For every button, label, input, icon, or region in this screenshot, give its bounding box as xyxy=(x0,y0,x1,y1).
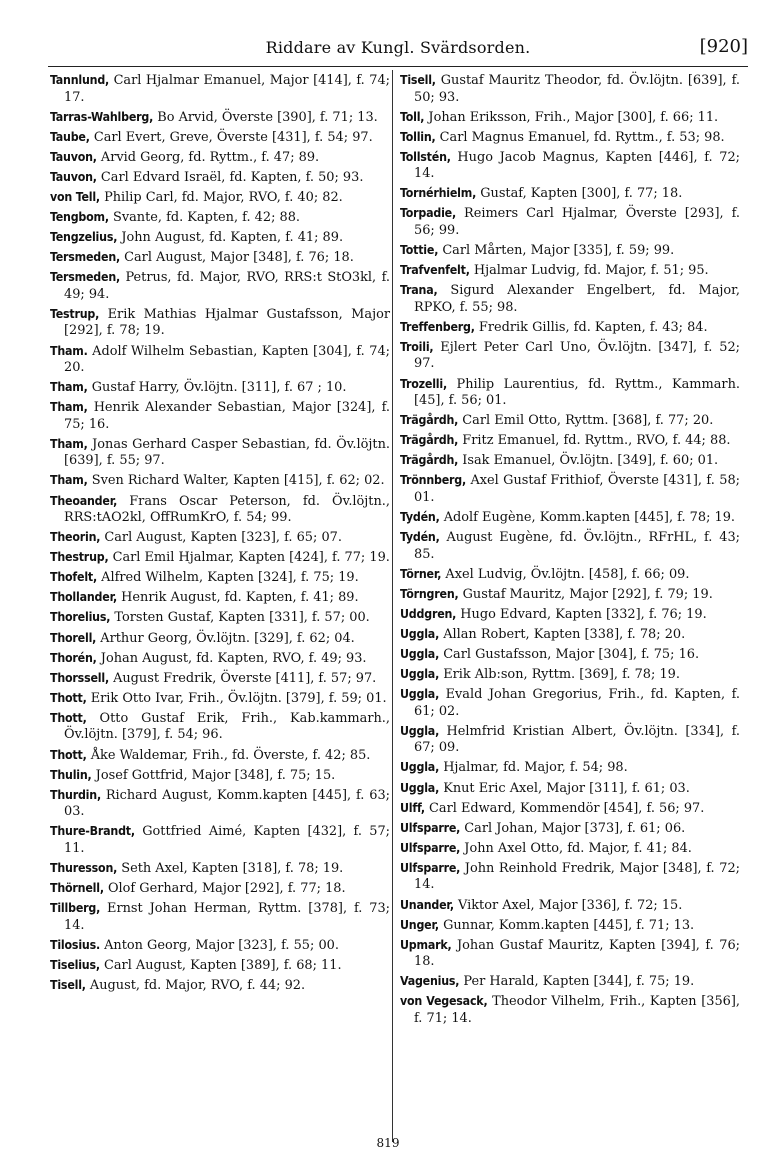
register-entry xyxy=(50,977,390,995)
register-entry xyxy=(400,262,740,280)
register-entry xyxy=(50,109,390,127)
entry-details: Seth Axel, Kapten [318], f. 78; 19. xyxy=(121,860,344,876)
entry-surname: Thofelt, xyxy=(50,570,98,585)
entry-surname: Thorelius, xyxy=(50,610,111,625)
register-entry xyxy=(50,747,390,765)
entry-details: Ernst Johan Herman, Ryttm. [378], f. 73; 14. xyxy=(64,901,390,933)
entry-details: John Reinhold Fredrik, Major [348], f. 72; 14. xyxy=(414,860,740,893)
entry-surname: von Tell, xyxy=(50,189,100,204)
register-entry xyxy=(400,149,740,183)
entry-surname: Thorssell, xyxy=(50,670,109,685)
bracketed-page-number: [920] xyxy=(699,36,748,57)
entry-surname: Tiselius, xyxy=(50,957,100,972)
register-entry xyxy=(400,205,740,239)
entry-surname: Tillberg, xyxy=(50,901,101,916)
entry-surname: Tham. xyxy=(50,343,88,358)
running-title: Riddare av Kungl. Svärdsorden. xyxy=(265,38,531,57)
entry-details: Philip Carl, fd. Major, RVO, f. 40; 82. xyxy=(104,189,343,205)
entry-surname: Tydén, xyxy=(400,530,440,545)
entry-details: Carl Hjalmar Emanuel, Major [414], f. 74; 17. xyxy=(64,73,390,105)
register-entry xyxy=(50,937,390,955)
entry-surname: Thestrup, xyxy=(50,550,109,565)
register-entry xyxy=(50,900,390,934)
header-rule xyxy=(48,66,748,67)
entry-details: Per Harald, Kapten [344], f. 75; 19. xyxy=(463,974,695,990)
entry-details: Richard August, Komm.kapten [445], f. 63; 03. xyxy=(64,787,391,820)
entry-details: Carl Emil Hjalmar, Kapten [424], f. 77; 19. xyxy=(112,550,390,566)
entry-surname: Tydén, xyxy=(400,510,440,524)
left-column xyxy=(50,72,390,997)
entry-details: Arthur Georg, Öv.löjtn. [329], f. 62; 04. xyxy=(100,630,355,646)
register-entry xyxy=(400,666,740,684)
entry-surname: Trönnberg, xyxy=(400,473,467,488)
entry-surname: Thollander, xyxy=(50,590,118,605)
register-entry xyxy=(50,306,390,340)
register-entry xyxy=(400,800,740,818)
entry-details: Jonas Gerhard Casper Sebastian, fd. Öv.löjtn. [639], f. 55; 97. xyxy=(64,436,390,469)
register-entry xyxy=(50,129,390,147)
entry-details: Josef Gottfrid, Major [348], f. 75; 15. xyxy=(95,767,336,783)
entry-details: Carl August, Kapten [323], f. 65; 07. xyxy=(104,530,342,546)
register-entry xyxy=(400,820,740,838)
entry-details: Hugo Jacob Magnus, Kapten [446], f. 72; 14. xyxy=(414,149,740,182)
register-entry xyxy=(400,606,740,624)
entry-details: Olof Gerhard, Major [292], f. 77; 18. xyxy=(107,881,346,896)
entry-surname: Thorén, xyxy=(50,650,97,665)
entry-surname: Toll, xyxy=(400,109,425,124)
register-entry xyxy=(50,379,390,397)
entry-details: Carl Mårten, Major [335], f. 59; 99. xyxy=(442,243,675,259)
entry-surname: Upmark, xyxy=(400,937,452,952)
entry-details: Alfred Wilhelm, Kapten [324], f. 75; 19. xyxy=(101,570,359,586)
register-entry xyxy=(400,973,740,991)
register-entry xyxy=(50,436,390,470)
entry-details: Ejlert Peter Carl Uno, Öv.löjtn. [347], f. 52; 97. xyxy=(414,339,740,372)
register-entry xyxy=(50,823,390,857)
entry-surname: Tham, xyxy=(50,400,88,415)
entry-surname: Tengzelius, xyxy=(50,230,118,245)
register-entry xyxy=(400,242,740,260)
entry-surname: Treffenberg, xyxy=(400,319,475,334)
entry-details: Carl Emil Otto, Ryttm. [368], f. 77; 20. xyxy=(462,413,714,429)
entry-surname: Uggla, xyxy=(400,687,440,702)
entry-surname: Unger, xyxy=(400,917,439,932)
register-entry xyxy=(50,249,390,267)
entry-surname: Thuresson, xyxy=(50,860,118,875)
entry-surname: Törngren, xyxy=(400,586,459,601)
register-entry xyxy=(50,169,390,187)
entry-surname: Ulfsparre, xyxy=(400,840,461,855)
entry-surname: Thure-Brandt, xyxy=(50,824,135,839)
register-entry xyxy=(400,529,740,563)
register-entry xyxy=(50,589,390,607)
register-entry xyxy=(400,452,740,470)
entry-details: Hjalmar, fd. Major, f. 54; 98. xyxy=(443,760,628,776)
entry-details: Sigurd Alexander Engelbert, fd. Major, RPKO, f. 55; 98. xyxy=(414,283,740,315)
register-entry xyxy=(50,72,390,106)
register-entry xyxy=(50,529,390,547)
entry-details: Erik Alb:son, Ryttm. [369], f. 78; 19. xyxy=(443,667,680,683)
register-entry xyxy=(400,840,740,858)
entry-details: Gustaf Mauritz, Major [292], f. 79; 19. xyxy=(462,586,713,602)
register-entry xyxy=(50,880,390,898)
register-entry xyxy=(50,189,390,207)
entry-surname: Trägårdh, xyxy=(400,413,459,428)
entry-details: Johan August, fd. Kapten, RVO, f. 49; 93. xyxy=(100,650,367,666)
entry-details: Theodor Vilhelm, Frih., Kapten [356], f. 71; 14. xyxy=(414,994,740,1026)
entry-surname: von Vegesack, xyxy=(400,994,488,1009)
register-entry xyxy=(50,493,390,527)
entry-surname: Uggla, xyxy=(400,647,440,662)
register-entry xyxy=(400,72,740,106)
entry-surname: Tersmeden, xyxy=(50,250,121,265)
entry-surname: Uggla, xyxy=(400,723,440,738)
entry-details: Isak Emanuel, Öv.löjtn. [349], f. 60; 01. xyxy=(462,453,719,469)
register-entry xyxy=(400,412,740,430)
register-entry xyxy=(50,690,390,708)
entry-details: Sven Richard Walter, Kapten [415], f. 62; 02. xyxy=(91,473,385,489)
register-entry xyxy=(50,209,390,227)
entry-surname: Thurdin, xyxy=(50,787,101,802)
entry-details: Gustaf, Kapten [300], f. 77; 18. xyxy=(480,186,683,202)
entry-surname: Trozelli, xyxy=(400,376,447,391)
register-entry xyxy=(400,917,740,935)
entry-details: Erik Otto Ivar, Frih., Öv.löjtn. [379], f. 59; 01. xyxy=(90,690,387,706)
entry-details: Philip Laurentius, fd. Ryttm., Kammarh. [45], f. 56; 01. xyxy=(414,376,740,409)
entry-surname: Unander, xyxy=(400,897,454,912)
entry-details: Gunnar, Komm.kapten [445], f. 71; 13. xyxy=(443,917,695,933)
entry-details: Otto Gustaf Erik, Frih., Kab.kammarh., Öv.löjtn. [379], f. 54; 96. xyxy=(64,710,390,743)
register-entry xyxy=(400,646,740,664)
entry-surname: Tisell, xyxy=(400,73,436,87)
register-entry xyxy=(50,569,390,587)
entry-details: Carl August, Kapten [389], f. 68; 11. xyxy=(103,957,342,973)
entry-surname: Uggla, xyxy=(400,626,440,641)
entry-surname: Thörnell, xyxy=(50,881,104,895)
register-entry xyxy=(50,767,390,785)
entry-surname: Uggla, xyxy=(400,760,440,775)
entry-surname: Tengbom, xyxy=(50,210,109,225)
entry-surname: Trafvenfelt, xyxy=(400,263,470,278)
entry-surname: Tannlund, xyxy=(50,73,110,87)
entry-details: Svante, fd. Kapten, f. 42; 88. xyxy=(112,210,301,226)
register-entry xyxy=(400,626,740,644)
entry-surname: Tersmeden, xyxy=(50,270,121,285)
register-entry xyxy=(50,149,390,167)
register-entry xyxy=(400,509,740,527)
register-entry xyxy=(50,343,390,377)
entry-details: Gustaf Mauritz Theodor, fd. Öv.löjtn. [639], f. 50; 93. xyxy=(414,73,740,105)
register-entry xyxy=(400,339,740,373)
entry-details: Johan Gustaf Mauritz, Kapten [394], f. 76; 18. xyxy=(414,937,740,970)
register-entry xyxy=(400,780,740,798)
entry-surname: Torpadie, xyxy=(400,206,456,221)
register-entry xyxy=(400,376,740,410)
entry-details: Johan Eriksson, Frih., Major [300], f. 66; 11. xyxy=(428,109,719,125)
entry-surname: Vagenius, xyxy=(400,974,460,989)
entry-surname: Testrup, xyxy=(50,306,100,321)
entry-surname: Trana, xyxy=(400,283,438,298)
register-entry xyxy=(50,860,390,878)
entry-surname: Ulfsparre, xyxy=(400,860,461,875)
register-entry xyxy=(400,472,740,506)
entry-details: Carl Edward, Kommendör [454], f. 56; 97. xyxy=(429,800,705,816)
entry-details: Fritz Emanuel, fd. Ryttm., RVO, f. 44; 88. xyxy=(462,433,731,449)
entry-details: John August, fd. Kapten, f. 41; 89. xyxy=(121,230,344,246)
entry-details: Knut Eric Axel, Major [311], f. 61; 03. xyxy=(443,780,690,796)
entry-surname: Taube, xyxy=(50,129,90,144)
entry-details: Hjalmar Ludvig, fd. Major, f. 51; 95. xyxy=(473,263,709,279)
entry-surname: Tollin, xyxy=(400,129,436,144)
entry-surname: Trägårdh, xyxy=(400,433,459,448)
register-entry xyxy=(50,650,390,668)
entry-details: Carl Johan, Major [373], f. 61; 06. xyxy=(464,820,686,836)
entry-details: Adolf Eugène, Komm.kapten [445], f. 78; 19. xyxy=(443,510,736,525)
entry-surname: Tham, xyxy=(50,473,88,488)
register-entry xyxy=(50,670,390,688)
entry-details: Torsten Gustaf, Kapten [331], f. 57; 00. xyxy=(114,610,370,626)
entry-details: Carl Edvard Israël, fd. Kapten, f. 50; 93. xyxy=(100,169,364,185)
entry-details: Carl August, Major [348], f. 76; 18. xyxy=(124,250,354,266)
register-entry xyxy=(400,282,740,316)
entry-surname: Tornérhielm, xyxy=(400,186,477,201)
entry-surname: Tauvon, xyxy=(50,169,97,184)
entry-details: Helmfrid Kristian Albert, Öv.löjtn. [334], f. 67; 09. xyxy=(414,723,740,756)
register-entry xyxy=(400,432,740,450)
entry-details: Axel Ludvig, Öv.löjtn. [458], f. 66; 09. xyxy=(445,566,690,582)
register-entry xyxy=(50,957,390,975)
register-entry xyxy=(400,759,740,777)
entry-surname: Tottie, xyxy=(400,243,439,258)
register-entry xyxy=(400,319,740,337)
register-entry xyxy=(400,586,740,604)
register-entry xyxy=(50,399,390,433)
entry-surname: Ulff, xyxy=(400,800,425,815)
entry-surname: Tollstén, xyxy=(400,149,451,164)
entry-surname: Troili, xyxy=(400,339,434,354)
entry-details: Henrik Alexander Sebastian, Major [324], f. 75; 16. xyxy=(64,400,390,432)
entry-details: August, fd. Major, RVO, f. 44; 92. xyxy=(89,977,306,993)
register-entry xyxy=(50,472,390,490)
entry-surname: Thulin, xyxy=(50,767,92,782)
entry-details: Evald Johan Gregorius, Frih., fd. Kapten, f. 61; 02. xyxy=(414,687,740,719)
entry-surname: Uggla, xyxy=(400,780,440,795)
register-entry xyxy=(400,937,740,971)
entry-details: August Eugène, fd. Öv.löjtn., RFrHL, f. 43; 85. xyxy=(414,530,740,562)
running-header xyxy=(48,36,748,62)
entry-details: Arvid Georg, fd. Ryttm., f. 47; 89. xyxy=(100,149,320,165)
entry-surname: Tham, xyxy=(50,436,88,451)
entry-details: Erik Mathias Hjalmar Gustafsson, Major [292], f. 78; 19. xyxy=(64,306,390,339)
column-divider xyxy=(392,70,393,1142)
right-column xyxy=(400,72,740,1030)
entry-details: Gottfried Aimé, Kapten [432], f. 57; 11. xyxy=(64,824,390,856)
entry-details: Adolf Wilhelm Sebastian, Kapten [304], f. 74; 20. xyxy=(64,343,390,376)
entry-surname: Uddgren, xyxy=(400,606,457,621)
entry-details: Frans Oscar Peterson, fd. Öv.löjtn., RRS:tAO2kl, OffRumKrO, f. 54; 99. xyxy=(64,493,390,525)
entry-surname: Tham, xyxy=(50,380,88,395)
entry-surname: Thott, xyxy=(50,747,87,762)
entry-surname: Ulfsparre, xyxy=(400,820,461,835)
register-entry xyxy=(50,609,390,627)
register-entry xyxy=(50,229,390,247)
register-entry xyxy=(400,129,740,147)
register-entry xyxy=(400,723,740,757)
entry-surname: Uggla, xyxy=(400,667,440,682)
register-entry xyxy=(50,630,390,648)
entry-details: Hugo Edvard, Kapten [332], f. 76; 19. xyxy=(460,606,707,622)
register-entry xyxy=(400,860,740,894)
register-entry xyxy=(50,269,390,303)
entry-surname: Theorin, xyxy=(50,530,101,545)
register-entry xyxy=(50,710,390,744)
entry-details: Carl Evert, Greve, Överste [431], f. 54; 97. xyxy=(93,129,373,145)
entry-details: August Fredrik, Överste [411], f. 57; 97. xyxy=(113,670,377,686)
entry-surname: Törner, xyxy=(400,566,442,581)
entry-details: Fredrik Gillis, fd. Kapten, f. 43; 84. xyxy=(478,319,708,335)
register-entry xyxy=(400,109,740,127)
entry-surname: Tauvon, xyxy=(50,149,97,164)
entry-surname: Tisell, xyxy=(50,977,86,992)
register-entry xyxy=(50,549,390,567)
entry-details: Carl Magnus Emanuel, fd. Ryttm., f. 53; 98. xyxy=(439,129,725,145)
entry-surname: Tilosius. xyxy=(50,937,100,952)
entry-details: Åke Waldemar, Frih., fd. Överste, f. 42; 85. xyxy=(90,747,371,763)
register-entry xyxy=(400,566,740,584)
entry-details: Reimers Carl Hjalmar, Överste [293], f. 56; 99. xyxy=(414,206,740,238)
register-entry xyxy=(50,787,390,821)
entry-details: Bo Arvid, Överste [390], f. 71; 13. xyxy=(157,109,378,125)
entry-surname: Theoander, xyxy=(50,493,118,508)
entry-details: Carl Gustafsson, Major [304], f. 75; 16. xyxy=(443,647,700,663)
register-entry xyxy=(400,185,740,203)
footer-page-number: 819 xyxy=(376,1136,400,1150)
entry-details: Gustaf Harry, Öv.löjtn. [311], f. 67 ; 10. xyxy=(91,380,347,396)
entry-details: Viktor Axel, Major [336], f. 72; 15. xyxy=(458,897,683,913)
entry-surname: Thorell, xyxy=(50,630,97,645)
entry-details: John Axel Otto, fd. Major, f. 41; 84. xyxy=(464,840,692,856)
register-entry xyxy=(400,686,740,720)
entry-surname: Tarras-Wahlberg, xyxy=(50,109,154,124)
entry-details: Anton Georg, Major [323], f. 55; 00. xyxy=(104,937,339,953)
register-entry xyxy=(400,993,740,1027)
entry-details: Allan Robert, Kapten [338], f. 78; 20. xyxy=(443,626,686,642)
entry-surname: Trägårdh, xyxy=(400,453,459,468)
register-entry xyxy=(400,897,740,915)
entry-surname: Thott, xyxy=(50,690,87,705)
entry-details: Henrik August, fd. Kapten, f. 41; 89. xyxy=(121,590,359,606)
entry-surname: Thott, xyxy=(50,710,87,725)
entry-details: Petrus, fd. Major, RVO, RRS:t StO3kl, f. 49; 94. xyxy=(64,270,390,302)
entry-details: Axel Gustaf Frithiof, Överste [431], f. 58; 01. xyxy=(414,473,740,505)
